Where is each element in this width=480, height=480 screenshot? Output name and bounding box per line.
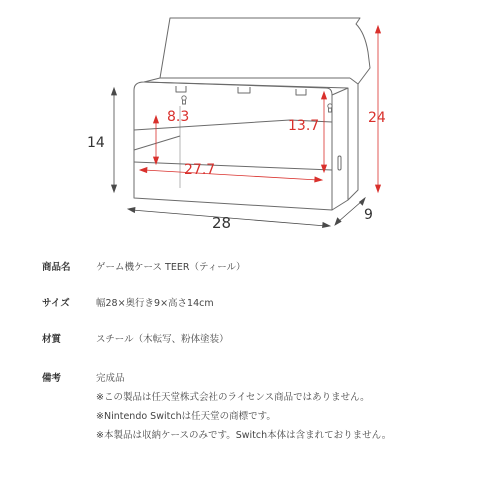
size-label: サイズ: [42, 298, 70, 309]
inner-width-label: 27.7: [184, 162, 216, 178]
total-height-label: 24: [368, 110, 386, 126]
size-value: 幅28×奥行き9×高さ14cm: [96, 298, 214, 309]
note-line: ※この製品は任天堂株式会社のライセンス商品ではありません。: [96, 392, 370, 403]
product-name-value: ゲーム機ケース TEER（ティール）: [96, 262, 246, 273]
right-inner-height-label: 13.7: [288, 118, 320, 134]
height-label: 14: [87, 135, 105, 151]
depth-label: 9: [364, 207, 373, 223]
material-value: スチール（木転写、粉体塗装）: [96, 334, 229, 345]
width-label: 28: [212, 214, 232, 232]
notes-label: 備考: [42, 373, 62, 384]
note-line: ※Nintendo Switchは任天堂の商標です。: [96, 411, 276, 422]
notes-value: [96, 369, 391, 445]
note-line: ※本製品は収納ケースのみです。Switch本体は含まれておりません。: [96, 430, 392, 441]
left-inner-height-label: 8.3: [167, 109, 190, 125]
product-name-label: 商品名: [42, 262, 71, 273]
note-line: 完成品: [96, 373, 125, 384]
material-label: 材質: [42, 334, 62, 345]
